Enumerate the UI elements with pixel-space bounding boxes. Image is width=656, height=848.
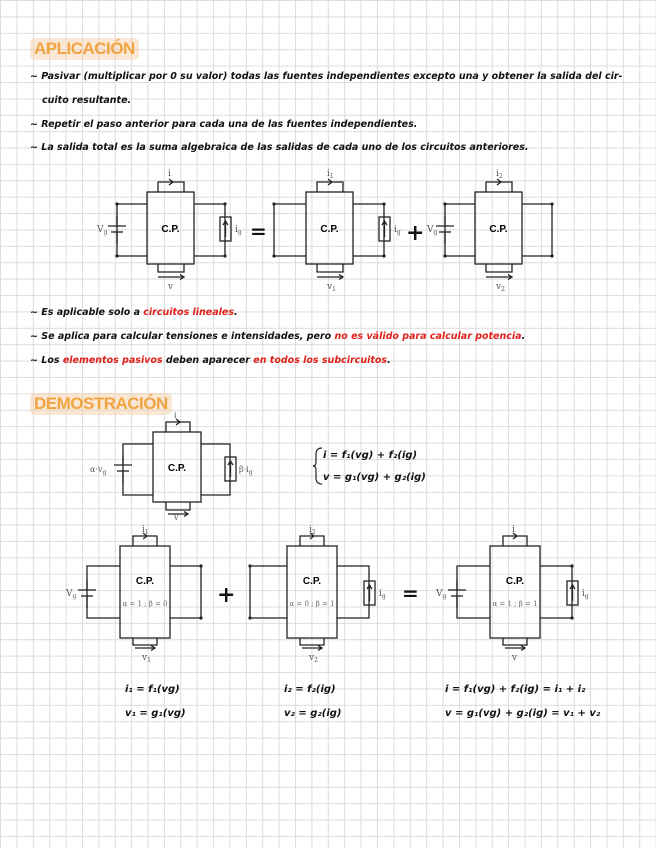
i-label: i [512, 525, 515, 535]
ig-label: $i_g$ [379, 589, 386, 600]
cp-label: C.P. [167, 463, 187, 474]
vg-label: $V_g$ [427, 225, 438, 236]
cp-label: C.P. [320, 224, 339, 235]
vg-label: $V_g$ [436, 589, 447, 600]
params-label: α = 0 ; β = 1 [289, 600, 335, 608]
v1-label: $v_1$ [327, 282, 336, 292]
v2-label: $v_2$ [309, 653, 318, 664]
i-label: i [174, 411, 177, 420]
cp-label: C.P. [505, 576, 525, 587]
beta-ig-label: $\beta\cdot i_g$ [239, 465, 253, 476]
cp-label: C.P. [302, 576, 322, 587]
params-label: α = 1 ; β = 0 [122, 600, 168, 608]
equals-sign: = [250, 219, 267, 243]
v-label: v [168, 282, 174, 292]
ig-label: $i_g$ [394, 225, 401, 236]
v2-label: $v_2$ [496, 282, 505, 292]
result-eq: v₂ = g₂(ig) [284, 708, 342, 719]
i1-label: $i_1$ [327, 169, 334, 180]
v-label: v [512, 653, 518, 663]
plus-sign: + [217, 582, 236, 608]
equals-sign: = [402, 581, 419, 605]
section-title-demostracion: DEMOSTRACIÓN [30, 393, 172, 415]
general-circuit-diagram [88, 410, 268, 520]
note-line: ~ Es aplicable solo a circuitos lineales. [30, 307, 238, 318]
system-eq-1: i = f₁(vg) + f₂(ig) [323, 450, 418, 461]
section-title-aplicacion: APLICACIÓN [30, 38, 139, 60]
params-label: α = 1 ; β = 1 [492, 600, 538, 608]
vg-label: $V_g$ [97, 225, 108, 236]
i2-label: $i_2$ [496, 169, 503, 180]
v-label: v [174, 513, 179, 520]
ig-label: $i_g$ [582, 589, 589, 600]
i2-label: $i_2$ [309, 525, 316, 536]
result-eq: i = f₁(vg) + f₂(ig) = i₁ + i₂ [445, 684, 586, 695]
text-line: ~ Pasivar (multiplicar por 0 su valor) todas las fuentes independientes excepto una y obtener la salida del cir- [30, 71, 623, 82]
alpha-vg-label: $\alpha\cdot v_g$ [90, 465, 107, 476]
cp-label: C.P. [489, 224, 508, 235]
i-label: i [168, 169, 171, 179]
result-eq: i₁ = f₁(vg) [125, 684, 180, 695]
note-line: ~ Se aplica para calcular tensiones e intensidades, pero no es válido para calcular potencia. [30, 331, 526, 342]
cp-label: C.P. [135, 576, 155, 587]
text-line: ~ La salida total es la suma algebraica de las salidas de cada uno de los circuitos anteriores. [30, 142, 529, 153]
i1-label: $i_1$ [142, 525, 149, 536]
ig-label: $i_g$ [235, 225, 242, 236]
system-eq-2: v = g₁(vg) + g₂(ig) [323, 472, 426, 483]
v1-label: $v_1$ [142, 653, 151, 664]
superposition-diagram [90, 164, 570, 292]
sub-circuits-diagram [60, 524, 600, 664]
result-eq: v₁ = g₁(vg) [125, 708, 186, 719]
result-eq: i₂ = f₂(ig) [284, 684, 336, 695]
text-line: ~ Repetir el paso anterior para cada una de las fuentes independientes. [30, 119, 418, 130]
text-line: cuito resultante. [42, 95, 132, 106]
vg-label: $V_g$ [66, 589, 77, 600]
cp-label: C.P. [161, 224, 180, 235]
note-line: ~ Los elementos pasivos deben aparecer en todos los subcircuitos. [30, 355, 391, 366]
plus-sign: + [406, 220, 425, 246]
result-eq: v = g₁(vg) + g₂(ig) = v₁ + v₂ [445, 708, 601, 719]
